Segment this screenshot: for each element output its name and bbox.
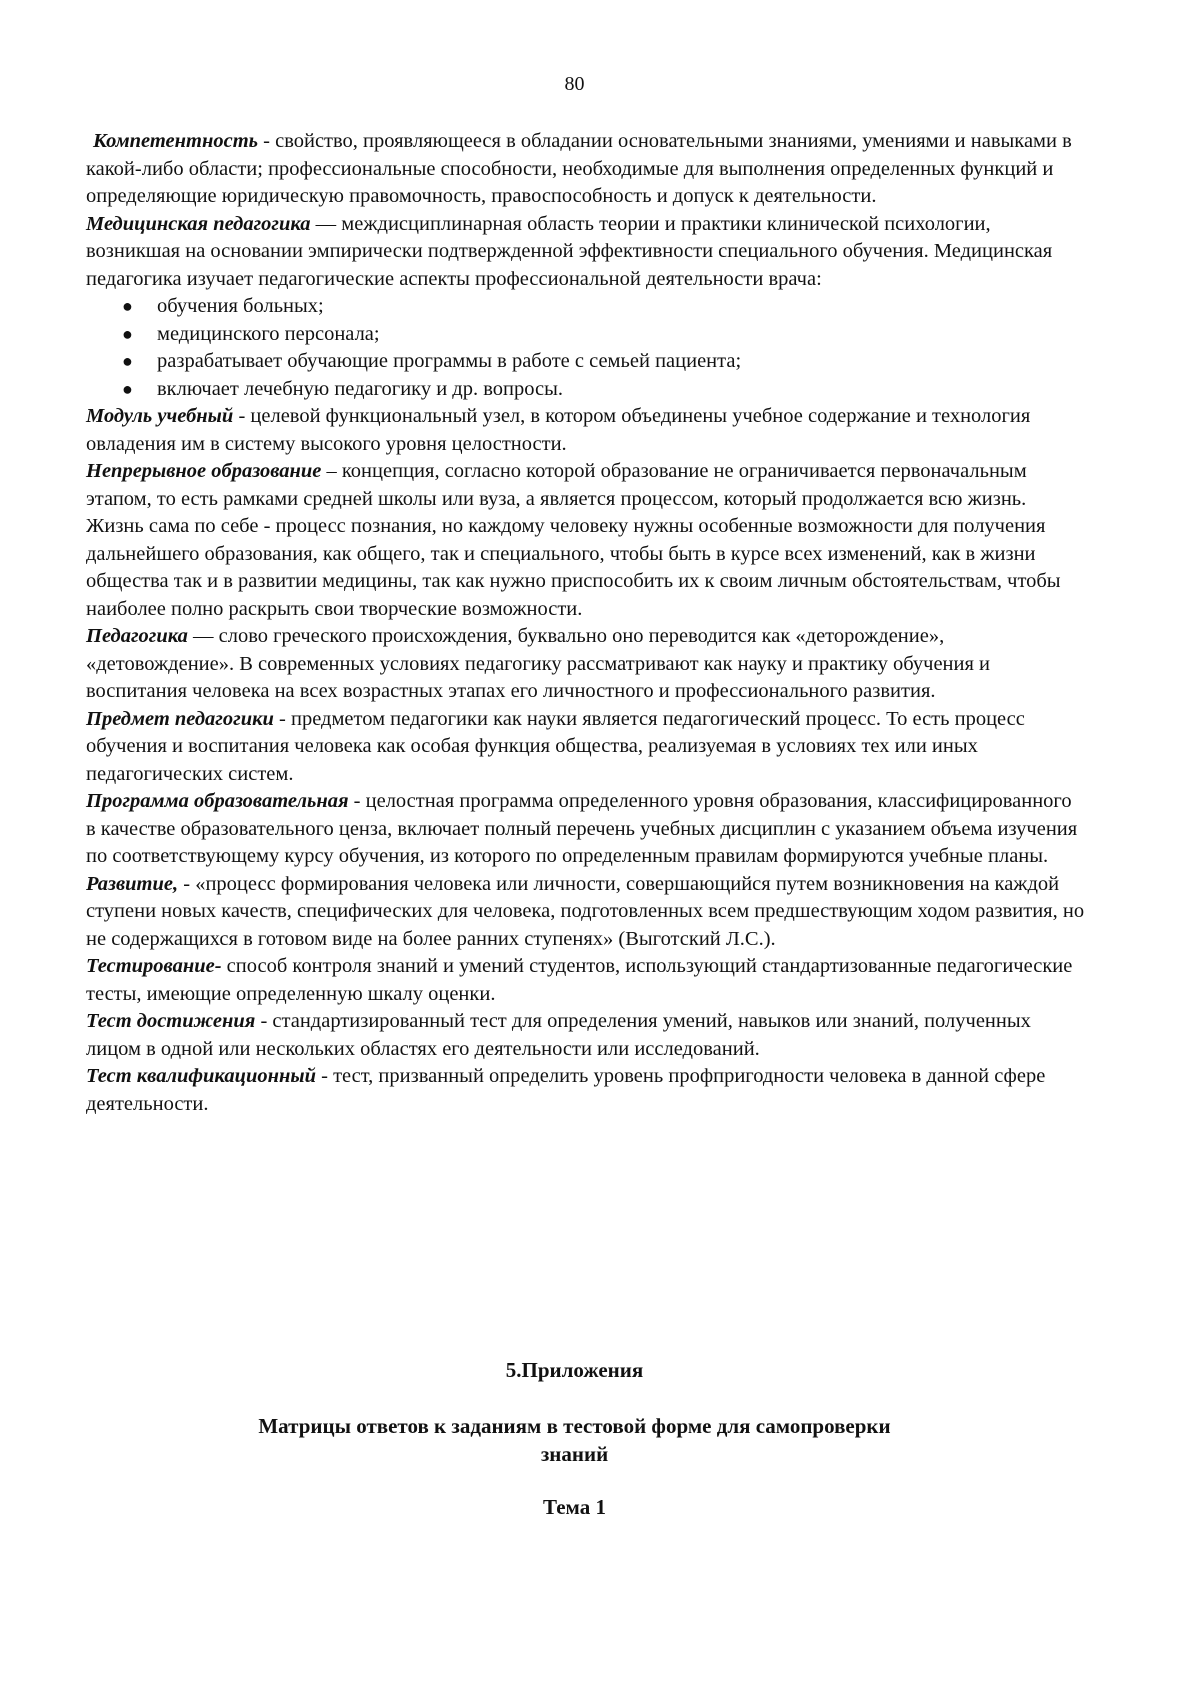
- glossary-definition: - тест, призванный определить уровень профпригодности человека в данной сфере деятельности.: [86, 1065, 1046, 1115]
- bullet-icon: ●: [122, 323, 133, 344]
- glossary-entry-medical-pedagogy: [86, 211, 1086, 294]
- list-item: [86, 293, 1086, 321]
- glossary-definition: - стандартизированный тест для определения умений, навыков или знаний, полученных лицом в одной или нескольких областях его деятельности или исследований.: [86, 1010, 1031, 1060]
- list-item-text: включает лечебную педагогику и др. вопросы.: [157, 377, 564, 400]
- bullet-icon: ●: [122, 296, 133, 316]
- glossary-content: [86, 128, 1086, 1118]
- glossary-definition: – концепция, согласно которой образование не ограничивается первоначальным этапом, то есть рамками средней школы или вуза, а является процессом, который продолжается всю жизнь. Жизнь сама по себе - процесс познания, но каждому человеку нужны особенные возможности для получения дальнейшего образования, как общего, так и специального, чтобы быть в курсе всех изменений, как в жизни общества так и в развитии медицины, так как нужно приспособить их к своим личным обстоятельствам, чтобы наиболее полно раскрыть свои творческие возможности.: [86, 460, 1061, 620]
- section-title: 5.Приложения: [505, 1358, 644, 1382]
- list-item: [86, 376, 1086, 404]
- glossary-definition: - «процесс формирования человека или личности, совершающийся путем возникновения на каждой ступени новых качеств, специфических для человека, подготовленных всем предшествующим ходом развития, но не содержащихся в готовом виде на более ранних ступенях» (Выготский Л.С.).: [86, 872, 1085, 950]
- glossary-entry-continuous-education: [86, 458, 1086, 623]
- page-number: 80: [564, 73, 585, 95]
- matrix-title-line: знаний: [540, 1442, 609, 1466]
- glossary-entry-pedagogy: [86, 623, 1086, 706]
- glossary-entry-achievement-test: [86, 1008, 1086, 1063]
- glossary-definition: - предметом педагогики как науки является педагогический процесс. То есть процесс обучения и воспитания человека как особая функция общества, реализуемая в условиях тех или иных педагогических систем.: [86, 707, 1025, 785]
- glossary-definition: - целостная программа определенного уровня образования, классифицированного в качестве образовательного ценза, включает полный перечень учебных дисциплин с указанием объема изучения по соответствующему курсу обучения, из которого по определенным правилам формируются учебные планы.: [86, 790, 1078, 867]
- glossary-definition: — слово греческого происхождения, буквально оно переводится как «деторождение», «детовождение». В современных условиях педагогику рассматривают как науку и практику обучения и воспитания человека на всех возрастных этапах его личностного и профессионального развития.: [86, 625, 991, 702]
- matrix-title-line: Матрицы ответов к заданиям в тестовой форме для самопроверки: [258, 1414, 891, 1438]
- list-item: [86, 348, 1086, 376]
- bullet-icon: ●: [122, 351, 133, 371]
- list-item-text: обучения больных;: [157, 295, 324, 317]
- list-item: [86, 321, 1086, 349]
- glossary-term: Предмет педагогики: [86, 707, 274, 730]
- glossary-entry-module: [86, 403, 1086, 458]
- glossary-entry-competence: [86, 128, 1086, 211]
- glossary-term: Программа образовательная: [86, 790, 349, 812]
- glossary-term: Тест квалификационный: [86, 1065, 317, 1087]
- bullet-icon: ●: [122, 378, 133, 399]
- glossary-definition: - целевой функциональный узел, в котором объединены учебное содержание и технология овладения им в систему высокого уровня целостности.: [86, 405, 1031, 455]
- glossary-term: Компетентность: [93, 130, 259, 152]
- matrix-title: [0, 1412, 1149, 1468]
- glossary-term: Развитие,: [86, 872, 179, 895]
- bullet-list: [86, 293, 1086, 403]
- glossary-definition: способ контроля знаний и умений студентов, использующий стандартизованные педагогические тесты, имеющие определенную шкалу оценки.: [86, 955, 1073, 1005]
- list-item-text: разрабатывает обучающие программы в работе с семьей пациента;: [157, 350, 742, 372]
- glossary-term: Тест достижения: [86, 1010, 256, 1032]
- glossary-term: Тестирование-: [86, 955, 222, 977]
- glossary-definition: - свойство, проявляющееся в обладании основательными знаниями, умениями и навыками в какой-либо области; профессиональные способности, необходимые для выполнения определенных функций и определяющие юридическую правомочность, правоспособность и допуск к деятельности.: [86, 130, 1072, 207]
- glossary-entry-program: [86, 788, 1086, 871]
- glossary-term: Непрерывное образование: [86, 460, 322, 482]
- glossary-definition: — междисциплинарная область теории и практики клинической психологии, возникшая на основании эмпирически подтвержденной эффективности специального обучения. Медицинская педагогика изучает педагогические аспекты профессиональной деятельности врача:: [86, 212, 1053, 290]
- glossary-term: Медицинская педагогика: [86, 212, 311, 235]
- list-item-text: медицинского персонала;: [157, 322, 380, 345]
- glossary-entry-subject: [86, 706, 1086, 789]
- glossary-entry-testing: [86, 953, 1086, 1008]
- glossary-term: Модуль учебный: [86, 405, 234, 427]
- glossary-entry-development: [86, 871, 1086, 954]
- theme-title: Тема 1: [543, 1495, 606, 1519]
- glossary-term: Педагогика: [86, 625, 188, 647]
- glossary-entry-qualification-test: [86, 1063, 1086, 1118]
